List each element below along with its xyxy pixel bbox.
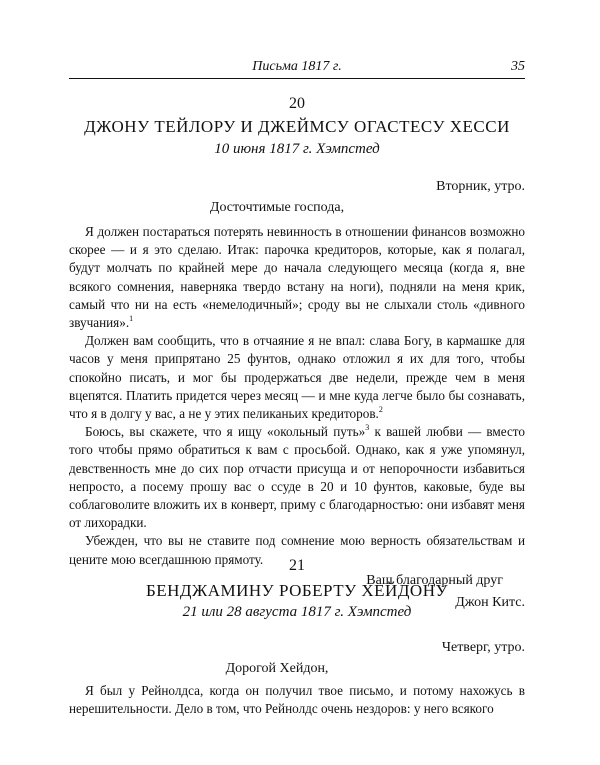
letter-number: 20 [289,95,305,112]
page-number: 35 [511,59,525,74]
header-rule [69,78,525,79]
letter-addressee: ДЖОНУ ТЕЙЛОРУ И ДЖЕЙМСУ ОГАСТЕСУ ХЕССИ [84,117,510,136]
running-title: Письма 1817 г. [252,59,342,74]
letter-salutation: Досточтимые господа, [209,200,345,215]
letter-date-place: 21 или 28 августа 1817 г. Хэмпстед [182,604,412,620]
letter-addressee: БЕНДЖАМИНУ РОБЕРТУ ХЕЙДОНУ [145,581,449,600]
letter-time: Четверг, утро. [441,640,525,655]
paragraph [69,223,525,332]
letter-number: 21 [289,557,305,574]
letter-time: Вторник, утро. [436,179,525,194]
paragraph-text: к вашей любви — вместо того чтобы прямо обратиться к вам с просьбой. Однако, как я уже упомянул, девственность мне до сих пор отчасти присуща и от непорочности избавиться непросто, а посему прошу вас о ссуде в 20 и 10 фунтов, каковые, буде вы соблаговолите вложить их в конверт, приму с благодарностью: они избавят меня от лихорадки. [69,424,525,531]
paragraph [69,423,525,532]
letter-salutation: Дорогой Хейдон, [225,661,329,676]
paragraph-text: Боюсь, вы скажете, что я ищу «окольный путь» [85,424,366,440]
letter-body [69,682,525,718]
paragraph [69,332,525,423]
running-header [69,58,525,76]
letter-21 [69,556,525,718]
letter-signature: Джон Китс. [455,594,525,610]
letter-body [69,223,525,569]
paragraph-text: Я должен постараться потерять невинность в отношении финансов возможно скорее — и я это сделаю. Итак: парочка кредиторов, которые, как я полагал, будут молчать по крайней мере до начала следующего месяца (когда я, вне всякого сомнения, наверняка твердо встану на ноги), подняли на меня крик, самый что ни на есть «немелодичный»; сроду вы не слыхали столь «дивного звучания». [69,224,525,331]
paragraph-text: Я был у Рейнолдса, когда он получил твое письмо, и потому нахожусь в нерешительности. Дело в том, что Рейнолдс очень нездоров: у него всякого [69,683,525,717]
letter-date-place: 10 июня 1817 г. Хэмпстед [214,141,380,157]
letter-closing: Ваш благодарный друг [366,572,503,588]
footnote-marker: 1 [129,314,134,324]
footnote-marker: 3 [365,423,370,433]
footnote-marker: 2 [378,405,383,415]
paragraph-text: Должен вам сообщить, что в отчаяние я не впал: слава Богу, в кармашке для часов у меня припрятано 25 фунтов, однако отложил я их для того, чтобы спокойно писать, и мог бы продержаться две недели, прежде чем в меня вцепятся. Платить придется через месяц — и мне куда легче было бы сознавать, что я в долгу у вас, а не у этих пеликаньих кредиторов. [69,333,525,422]
letter-20 [69,94,525,612]
paragraph [69,682,525,718]
paragraph-text: Убежден, что вы не ставите под сомнение мою верность обязательствам и цените мою всегдашнюю прямоту. [69,533,525,567]
